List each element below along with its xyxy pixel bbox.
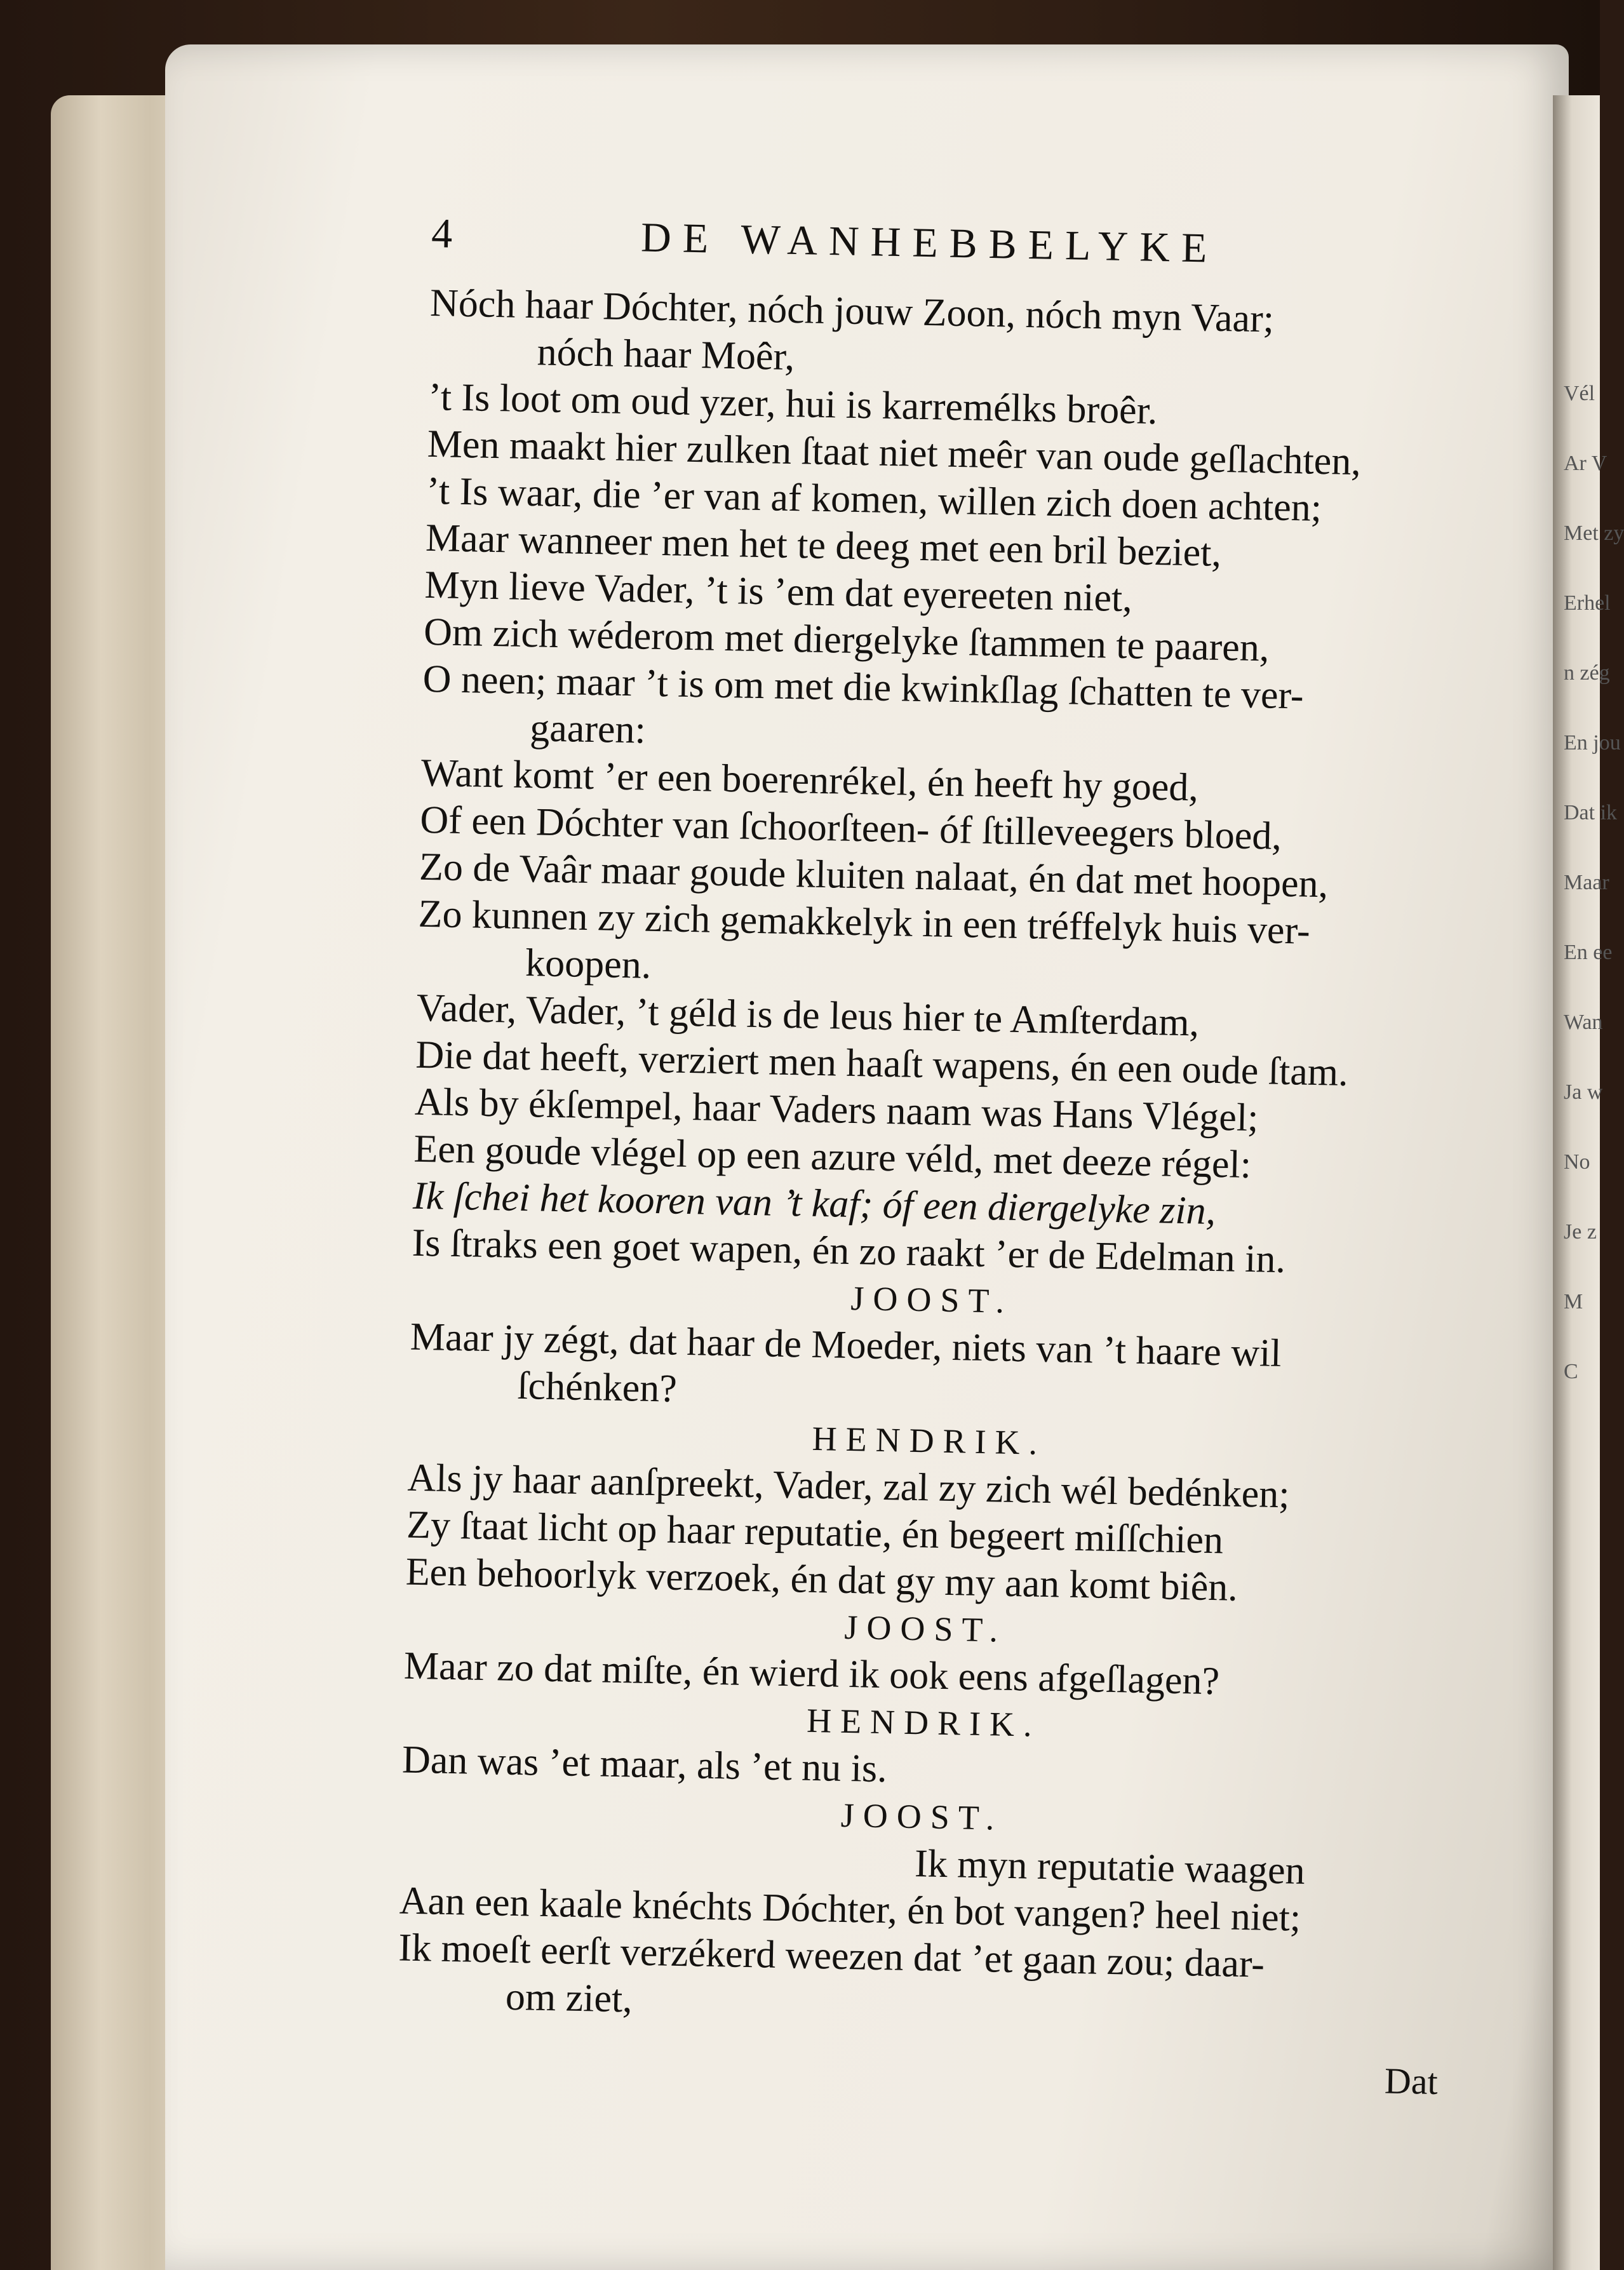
- verse-line: Of een Dóchter van ſchoorſteen- óf ſtilleveegers bloed,: [419, 798, 1282, 858]
- facing-page-fragment: Vél: [1564, 382, 1595, 405]
- verse-line: Is ſtraks een goet wapen, én zo raakt ’er de Edelman in.: [412, 1221, 1286, 1282]
- verse-line: ’t Is loot om oud yzer, hui is karremélks broêr.: [427, 375, 1158, 433]
- verse-line: Nóch haar Dóchter, nóch jouw Zoon, nóch myn Vaar;: [429, 281, 1275, 341]
- verse-line: Maar wanneer men het te deeg met een bril beziet,: [425, 516, 1222, 575]
- verse-line: O neen; maar ’t is om met die kwinkſlag ſchatten te ver-: [422, 657, 1305, 718]
- verse-line: Als jy haar aanſpreekt, Vader, zal zy zich wél bedénken;: [407, 1456, 1291, 1517]
- speaker-name: JOOST.: [850, 1279, 1014, 1320]
- running-title: DE WANHEBBELYKE: [640, 214, 1219, 272]
- facing-page-fragment: M: [1564, 1290, 1583, 1313]
- page-text-block: [396, 210, 1550, 2112]
- facing-page-fragment: En jou: [1564, 731, 1621, 755]
- verse-line: Die dat heeft, verziert men haaſt wapens, én een oude ſtam.: [415, 1033, 1349, 1094]
- verse-line: Als by ékſempel, haar Vaders naam was Hans Vlégel;: [414, 1080, 1259, 1140]
- verse-line: ſchénken?: [516, 1364, 678, 1411]
- verse-line: Maar jy zégt, dat haar de Moeder, niets van ’t haare wil: [410, 1315, 1282, 1376]
- speaker-name: JOOST.: [840, 1796, 1003, 1837]
- verse-line: om ziet,: [505, 1975, 633, 2021]
- verse-line: Zo de Vaâr maar goude kluiten nalaat, én dat met hoopen,: [419, 845, 1329, 906]
- page-number: 4: [431, 210, 453, 257]
- facing-page-fragment: Ar V: [1564, 452, 1607, 475]
- verse-line: gaaren:: [529, 706, 647, 752]
- verse-line: Myn lieve Vader, ’t is ’em dat eyereeten niet,: [424, 563, 1133, 621]
- verse-line: Men maakt hier zulken ſtaat niet meêr van oude geſlachten,: [427, 422, 1362, 484]
- facing-page-fragment: Ja w: [1564, 1080, 1603, 1104]
- verse-line: Maar zo dat miſte, én wierd ik ook eens afgeſlagen?: [403, 1644, 1220, 1703]
- facing-page-fragment: No: [1564, 1150, 1590, 1174]
- facing-page-text: [1564, 381, 1624, 2223]
- verse-line: Om zich wéderom met diergelyke ſtammen te paaren,: [423, 610, 1270, 670]
- facing-page-fragment: Dat ik: [1564, 801, 1618, 824]
- facing-page-fragment: En ee: [1564, 941, 1613, 964]
- verse-line: Een behoorlyk verzoek, én dat gy my aan komt biên.: [405, 1550, 1238, 1609]
- facing-page-fragment: Maar: [1564, 871, 1609, 894]
- verse-line: Zo kunnen zy zich gemakkelyk in een tréffelyk huis ver-: [418, 892, 1311, 953]
- speaker-name: HENDRIK.: [812, 1419, 1047, 1462]
- verse-line: Ik myn reputatie waagen: [914, 1842, 1306, 1893]
- verse-line: Ik moeſt eerſt verzékerd weezen dat ’et gaan zou; daar-: [398, 1926, 1265, 1986]
- verse-line: Want komt ’er een boerenrékel, én heeft hy goed,: [420, 751, 1199, 810]
- facing-page-fragment: n zég: [1564, 661, 1610, 685]
- verse-line: Vader, Vader, ’t géld is de leus hier te Amſterdam,: [416, 986, 1200, 1045]
- facing-page-fragment: Met zy: [1564, 521, 1624, 545]
- facing-page-fragment: Je z: [1564, 1220, 1597, 1244]
- facing-page-fragment: Erhel: [1564, 591, 1611, 615]
- speaker-name: JOOST.: [843, 1608, 1007, 1649]
- speaker-name: HENDRIK.: [806, 1701, 1042, 1744]
- verse-lines: [397, 279, 1548, 2039]
- facing-page-fragment: Wan: [1564, 1011, 1603, 1034]
- verse-line: Dan was ’et maar, als ’et nu is.: [401, 1738, 888, 1791]
- verse-line: Ik ſchei het kooren van ’t kaf; óf een diergelyke zin,: [412, 1174, 1216, 1233]
- verse-line: nóch haar Moêr,: [537, 330, 795, 379]
- verse-line: Aan een kaale knéchts Dóchter, én bot vangen? heel niet;: [399, 1879, 1301, 1940]
- verse-line: ’t Is waar, die ’er van af komen, willen zich doen achten;: [426, 469, 1322, 530]
- verse-line: koopen.: [525, 941, 652, 987]
- facing-page-fragment: C: [1564, 1360, 1578, 1383]
- verse-line: Een goude vlégel op een azure véld, met deeze régel:: [413, 1127, 1252, 1187]
- verse-line: Zy ſtaat licht op haar reputatie, én begeert miſſchien: [406, 1503, 1224, 1562]
- catchword: Dat: [1384, 2060, 1439, 2102]
